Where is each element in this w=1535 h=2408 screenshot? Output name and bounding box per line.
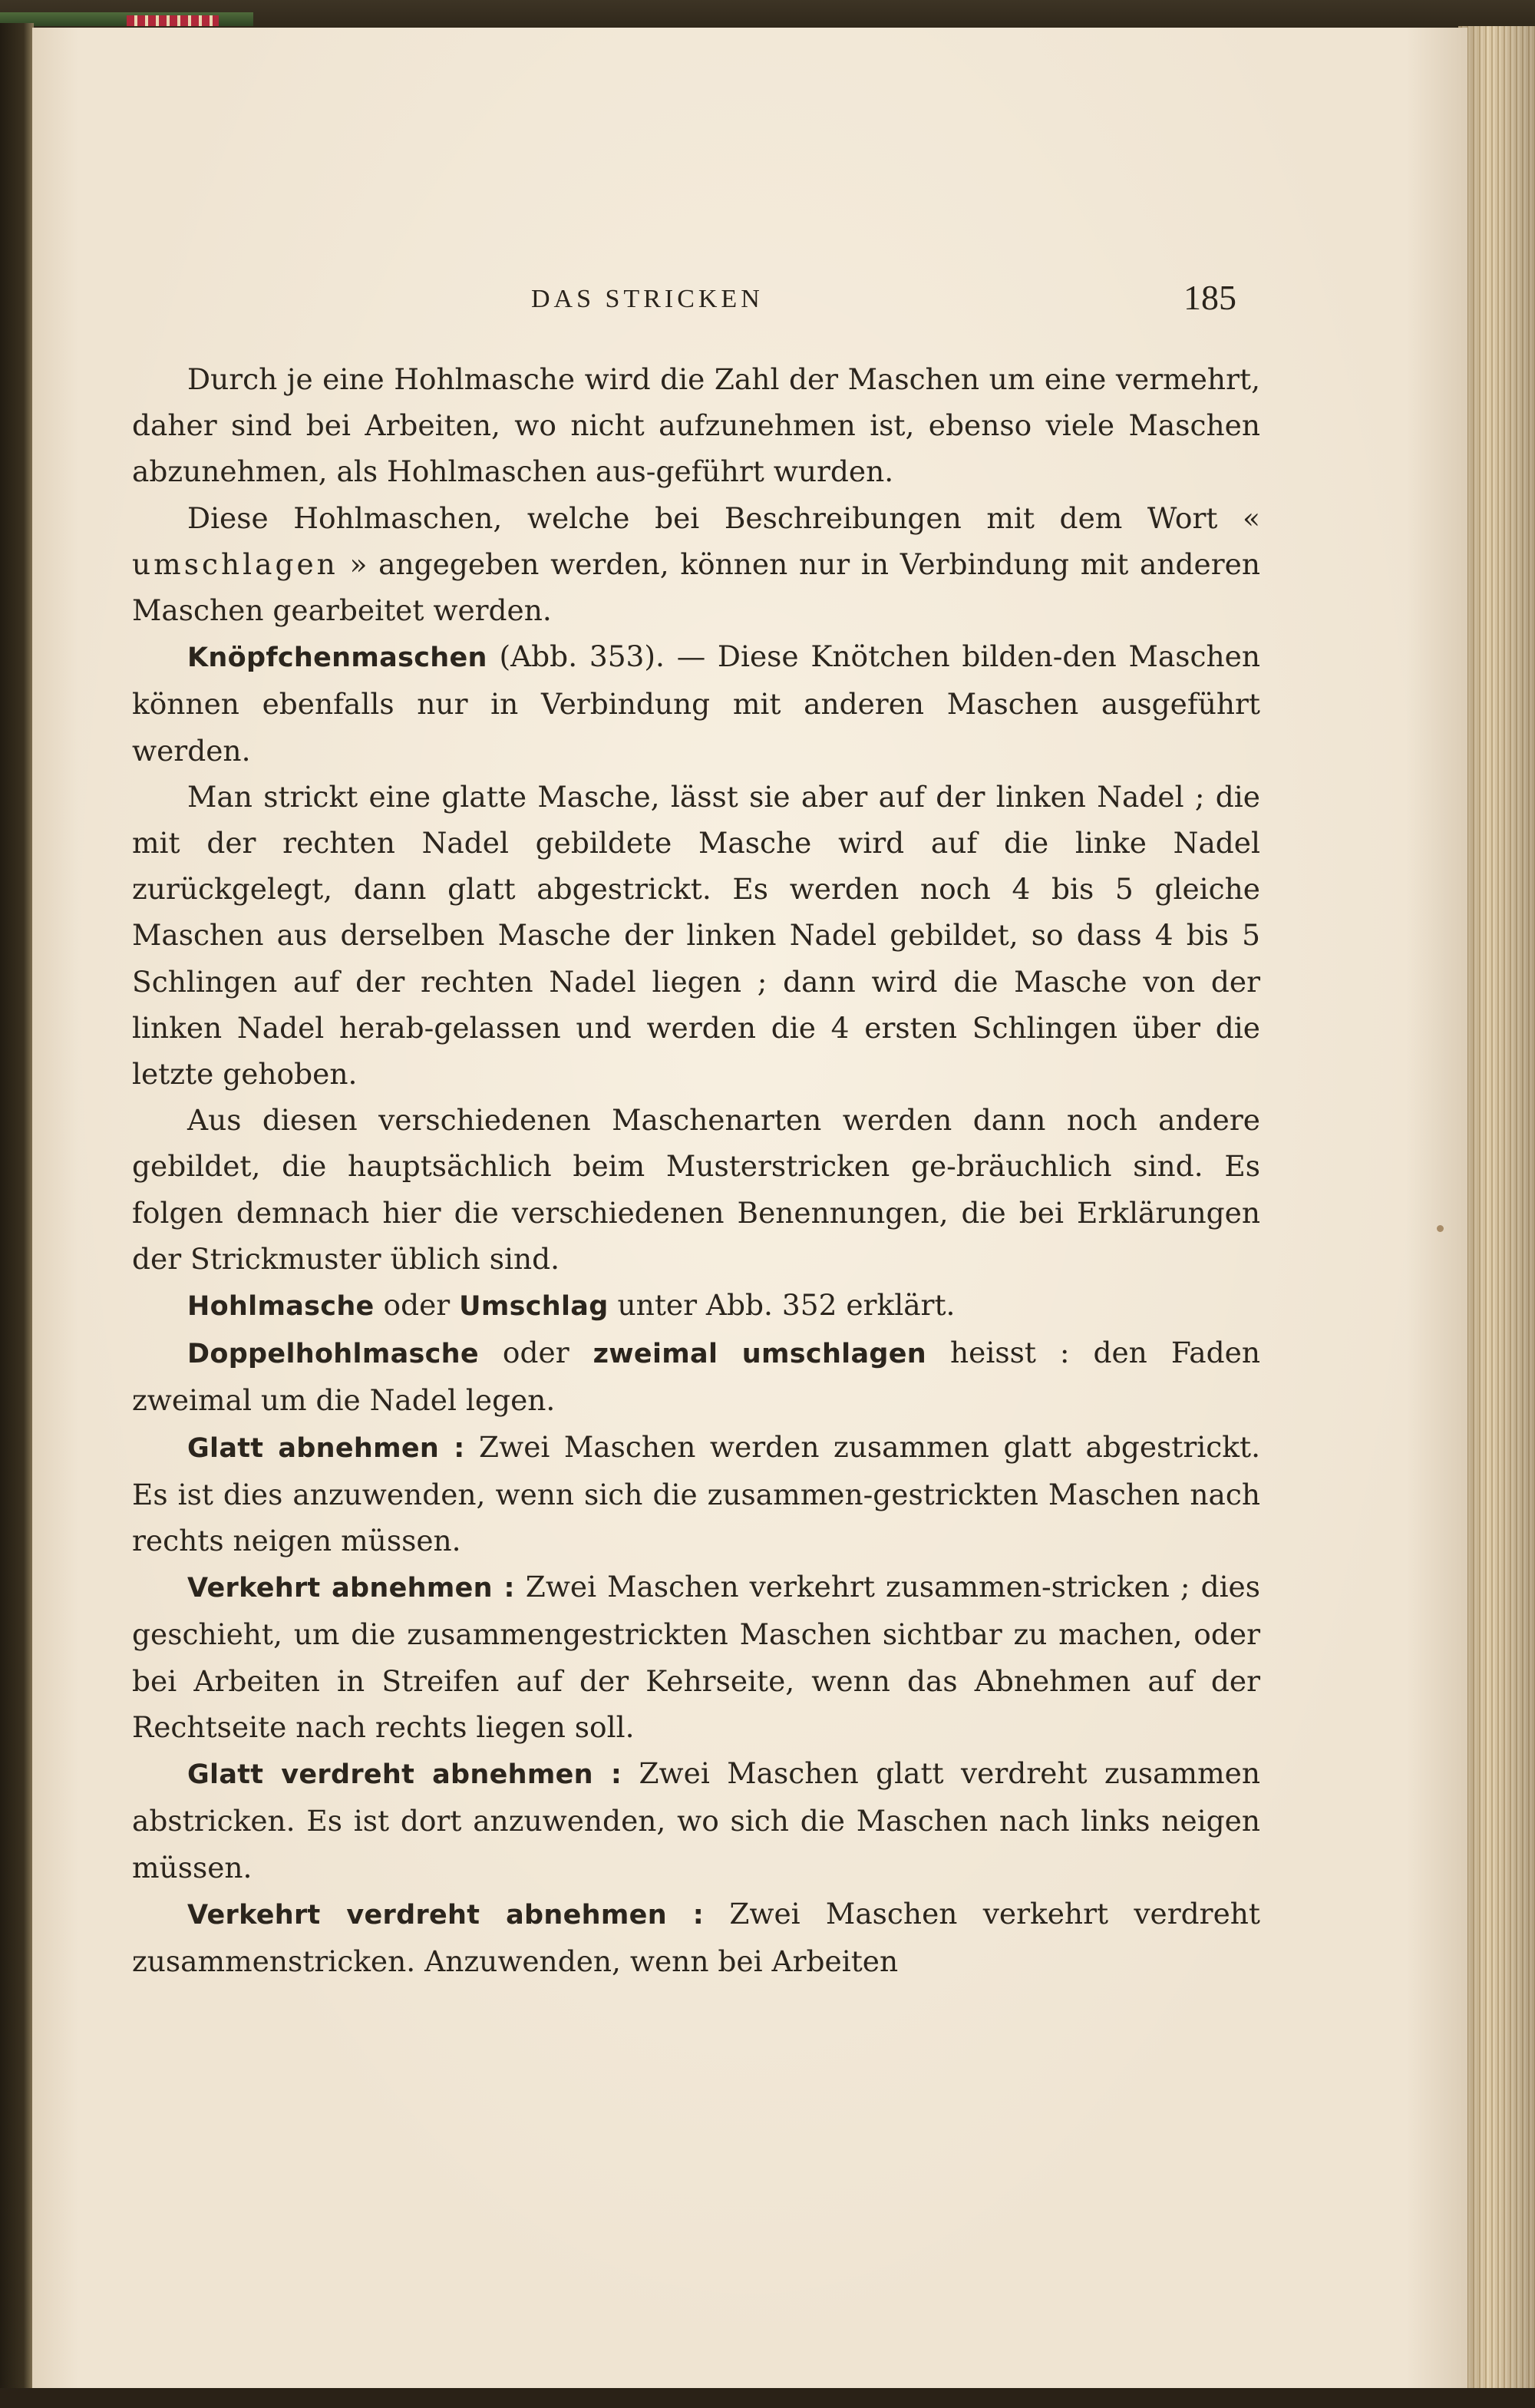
paragraph [132, 774, 1260, 1097]
term-heading: Glatt verdreht abnehmen : [187, 1759, 622, 1791]
term-heading: Umschlag [459, 1291, 609, 1323]
paragraph-text: oder [478, 1336, 593, 1370]
term-heading: Doppelhohlmasche [187, 1339, 479, 1370]
paragraph [132, 1750, 1260, 1891]
paragraph-text: Zwei Maschen verkehrt zusammen-stricken ; dies geschieht, um die zusammengestrickten Maschen sichtbar zu machen, oder bei Arbeiten in Streifen auf der Kehrseite, wenn das Abnehmen auf der Rechtseite nach rechts liegen soll. [132, 1570, 1260, 1744]
paragraph [132, 495, 1260, 634]
paragraph [132, 1424, 1260, 1564]
paragraph [132, 1282, 1260, 1330]
paragraph-text: Aus diesen verschiedenen Maschenarten werden dann noch andere gebildet, die hauptsächlich beim Musterstricken ge-bräuchlich sind. Es folgen demnach hier die verschiedenen Benennungen, die bei Erklärungen der Strickmuster üblich sind. [132, 1103, 1260, 1276]
running-head [32, 277, 1467, 323]
book-page [32, 28, 1467, 2388]
term-heading: Glatt abnehmen : [187, 1432, 465, 1464]
paragraph-text: Zwei Maschen glatt verdreht zusammen abstricken. Es ist dort anzuwenden, wo sich die Maschen nach links neigen müssen. [132, 1756, 1260, 1884]
term-heading: Verkehrt abnehmen : [187, 1573, 515, 1604]
paragraph [132, 1330, 1260, 1423]
paragraph [132, 1891, 1260, 1984]
term-heading: Knöpfchenmaschen [187, 642, 487, 674]
paragraph-text: Zwei Maschen werden zusammen glatt abgestrickt. Es ist dies anzuwenden, wenn sich die zusammen-gestrickten Maschen nach rechts neigen müssen. [132, 1429, 1260, 1558]
paragraph-text: Durch je eine Hohlmasche wird die Zahl der Maschen um eine vermehrt, daher sind bei Arbeiten, wo nicht aufzunehmen ist, ebenso viele Maschen abzunehmen, als Hohlmaschen aus-geführt wurden. [132, 362, 1260, 489]
term-heading: zweimal umschlagen [593, 1339, 927, 1370]
paper-blemish [1437, 1225, 1444, 1232]
running-title: DAS STRICKEN [531, 285, 764, 313]
term-heading: Hohlmasche [187, 1291, 375, 1323]
paragraph-text: (Abb. 353). — Diese Knötchen bilden-den Maschen können ebenfalls nur in Verbindung mit anderen Maschen ausgeführt werden. [132, 639, 1260, 768]
paragraph-text: oder [374, 1288, 460, 1323]
paragraph-text: » angegeben werden, können nur in Verbindung mit anderen Maschen gearbeitet werden. [132, 547, 1260, 628]
paragraph [132, 633, 1260, 774]
page-edges [1458, 26, 1535, 2408]
book-binding-bottom [0, 2388, 1535, 2408]
term-heading: Verkehrt verdreht abnehmen : [187, 1899, 705, 1931]
paragraph [132, 356, 1260, 495]
paragraph [132, 1097, 1260, 1282]
paragraph-text: heisst : den Faden zweimal um die Nadel legen. [132, 1336, 1260, 1418]
spaced-term: umschlagen [132, 547, 338, 581]
paragraph [132, 1564, 1260, 1750]
paragraph-text: Diese Hohlmaschen, welche bei Beschreibungen mit dem Wort « [187, 500, 1260, 535]
paragraph-text: Zwei Maschen verkehrt verdreht zusammenstricken. Anzuwenden, wenn bei Arbeiten [132, 1896, 1260, 1978]
paragraph-text: Man strickt eine glatte Masche, lässt sie aber auf der linken Nadel ; die mit der rechten Nadel gebildete Masche wird auf die linke Nadel zurückgelegt, dann glatt abgestrickt. Es werden noch 4 bis 5 gleiche Maschen aus derselben Masche der linken Nadel gebildet, so dass 4 bis 5 Schlingen auf der rechten Nadel liegen ; dann wird die Masche von der linken Nadel herab-gelassen und werden die 4 ersten Schlingen über die letzte gehoben. [132, 779, 1260, 1092]
paragraph-text: unter Abb. 352 erklärt. [608, 1288, 956, 1323]
binding-headband [127, 15, 219, 26]
body-text [132, 356, 1260, 1984]
page-number: 185 [1183, 278, 1236, 317]
book-gutter [0, 23, 34, 2408]
